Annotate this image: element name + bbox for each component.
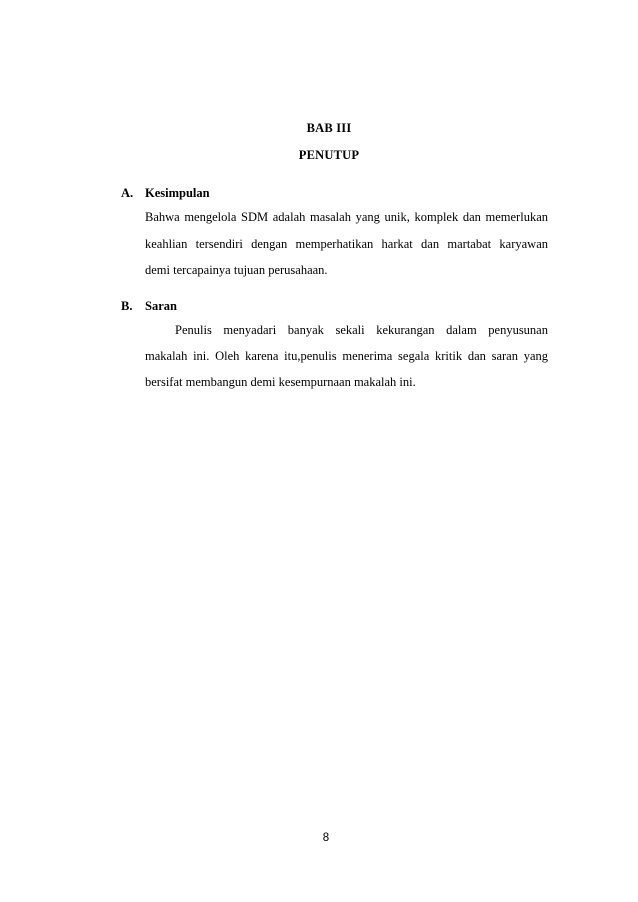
section-b-marker: B. [121, 299, 133, 313]
section-a-marker: A. [121, 186, 134, 200]
section-a-heading [121, 186, 210, 201]
section-b-line: bersifat membangun demi kesempurnaan makalah ini. [145, 375, 416, 389]
page-number: 8 [322, 832, 330, 844]
chapter-title: PENUTUP [298, 148, 360, 162]
section-a-line: Bahwa mengelola SDM adalah masalah yang unik, komplek dan memerlukan [145, 210, 548, 224]
chapter-number: BAB III [306, 121, 352, 135]
section-a-line: keahlian tersendiri dengan memperhatikan harkat dan martabat karyawan [145, 237, 548, 251]
section-b-title: Saran [145, 299, 177, 313]
section-a-line: demi tercapainya tujuan perusahaan. [145, 263, 328, 277]
section-b-line: makalah ini. Oleh karena itu,penulis menerima segala kritik dan saran yang [145, 349, 548, 363]
section-a-title: Kesimpulan [145, 186, 210, 200]
section-b-line: Penulis menyadari banyak sekali kekurangan dalam penyusunan [175, 323, 548, 337]
section-b-heading [121, 299, 177, 314]
